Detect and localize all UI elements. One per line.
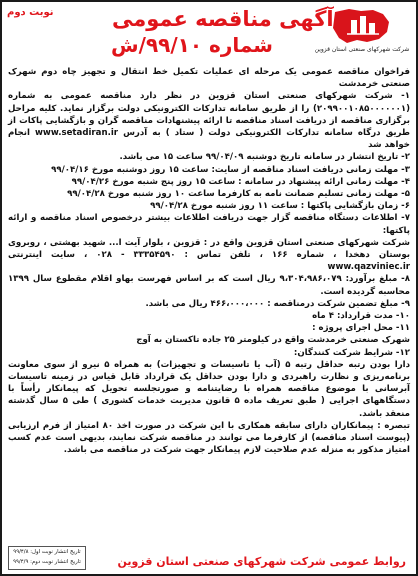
logo-caption: شرکت شهرکهای صنعتی استان قزوین	[314, 46, 410, 53]
clause-1: ۱- شرکت شهرکهای صنعتی استان قزوین در نظر دارد مناقصه عمومی به شماره (۲۰۹۹۰۰۱۰۸۵۰۰۰۰۰۰۱) را از طریق سامانه تدارکات الکترونیکی دولت برگزار نماید. کلیه مراحل برگزاری مناقصه از دریافت اسناد مناقصه تا ارائه پیشنهادات مناقصه گران و بازگشایی پاکات از طریق درگاه سامانه تدارکات الکترونیکی دولت ( ستاد ) به آدرس www.setadiran.ir انجام خواهد شد	[8, 91, 410, 151]
stamp-line-2: تاریخ انتشار نوبت دوم: ۹۹/۴/۹	[13, 559, 81, 565]
notice-title: آگهی مناقصه عمومی	[112, 7, 334, 31]
iran-map-logo-icon	[327, 6, 397, 46]
clause-8: ۸- مبلغ برآورد: ۹،۳۰۴،۹۸۶،۰۷۹ ریال است که بر اساس فهرست بهاو اقلام مقطوع سال ۱۳۹۹ محاسبه گردیده است.	[8, 274, 410, 297]
clause-7: ۷- اطلاعات دستگاه مناقصه گزار جهت دریافت اطلاعات بیشتر درخصوص اسناد مناقصه و ارائه پاکتها:	[8, 213, 410, 236]
notice-footer	[2, 544, 416, 574]
clause-2: ۲- تاریخ انتشار در سامانه تاریخ دوشنبه ۹۹/۰۴/۰۹ ساعت ۱۵ می باشد.	[119, 152, 410, 163]
clause-11-location: شهرک صنعتی خرمدشت واقع در کیلومتر ۲۵ جاده تاکستان به آوج	[136, 335, 410, 346]
clause-4: ۴- مهلت زمانی ارائه پیشنهاد در سامانه : ساعت ۱۵ روز پنج شنبه مورخ ۹۹/۰۴/۲۶	[71, 176, 410, 187]
clause-5: ۵- مهلت زمانی تسلیم ضمانت نامه به کارفرما ساعت ۱۰ روز شنبه مورخ ۹۹/۰۴/۲۸	[67, 189, 410, 200]
clause-3: ۳- مهلت زمانی دریافت اسناد مناقصه از سایت: ساعت ۱۵ روز دوشنبه مورخ ۹۹/۰۴/۱۶	[51, 164, 410, 175]
notice-number: شماره ۹۹/۱۰/ش	[111, 33, 273, 57]
stamp-line-1: تاریخ انتشار نوبت اول: ۹۹/۴/۸	[13, 549, 81, 555]
notice-header	[2, 2, 416, 64]
intro-paragraph: فراخوان مناقصه عمومی یک مرحله ای عملیات تکمیل خط انتقال و تجهیز چاه دوم شهرک صنعتی خرمدشت	[8, 67, 410, 90]
clause-12-conditions: دارا بودن رتبه حداقل رتبه ۵ (آب یا تاسیسات و تجهیزات) به همراه ۵ نیرو از سوی معاونت برنامه‌ریزی و نظارت راهبردی و دارا بودن حداقل یک قرارداد قابل قیاس در زمینه تاسیسات آبرسانی با موضوع مناقصه همراه با رضایتنامه و صورتجلسه تحویل که پیمانکار رأساً با دستگاههای اجرایی ( طبق تعریف ماده ۵ قانون مدیریت خدمات کشوری ) طی ۵ سال گذشته منعقد باشد.	[8, 359, 410, 419]
publication-stamp	[8, 546, 86, 570]
public-relations-signature: روابط عمومی شرکت شهرکهای صنعتی استان قزوین	[117, 555, 406, 568]
company-logo	[314, 6, 410, 58]
clause-12: ۱۲- شرایط شرکت کنندگان:	[293, 347, 410, 358]
note-paragraph: تبصره : پیمانکاران دارای سابقه همکاری با این شرکت در صورت اخذ ۸۰ امتیاز از فرم ارزیابی (پیوست اسناد مناقصه) از کارفرما می توانند در مناقصه شرکت نمایند، بدیهی است عدم کسب امتیاز مذکور به منزله عدم صلاحیت لازم پیمانکار جهت شرکت در مناقصه می باشد.	[8, 420, 410, 456]
notice-body	[8, 66, 410, 457]
round-badge: نوبت دوم	[7, 7, 54, 18]
clause-7-address: شرکت شهرکهای صنعتی استان قزوین واقع در : قزوین ، بلوار آیت ا... شهید بهشتی ، روبروی بوستان دهخدا ، شماره ۱۶۶ ، تلفن تماس : ۳۳۳۵۴۵۹۰ - ۰۲۸ ، سایت اینترنتی www.qazviniec.ir	[8, 237, 410, 273]
clause-11: ۱۱- محل اجرای پروژه :	[312, 323, 410, 334]
clause-10: ۱۰- مدت قرارداد: ۴ ماه	[312, 311, 410, 322]
clause-6: ۶- زمان بازگشایی پاکتها : ساعت ۱۱ روز شنبه مورخ ۹۹/۰۴/۲۸	[150, 201, 410, 212]
clause-9: ۹- مبلغ تضمین شرکت درمناقصه : ۴۶۶،۰۰۰،۰۰۰ ریال می باشد.	[145, 298, 410, 309]
